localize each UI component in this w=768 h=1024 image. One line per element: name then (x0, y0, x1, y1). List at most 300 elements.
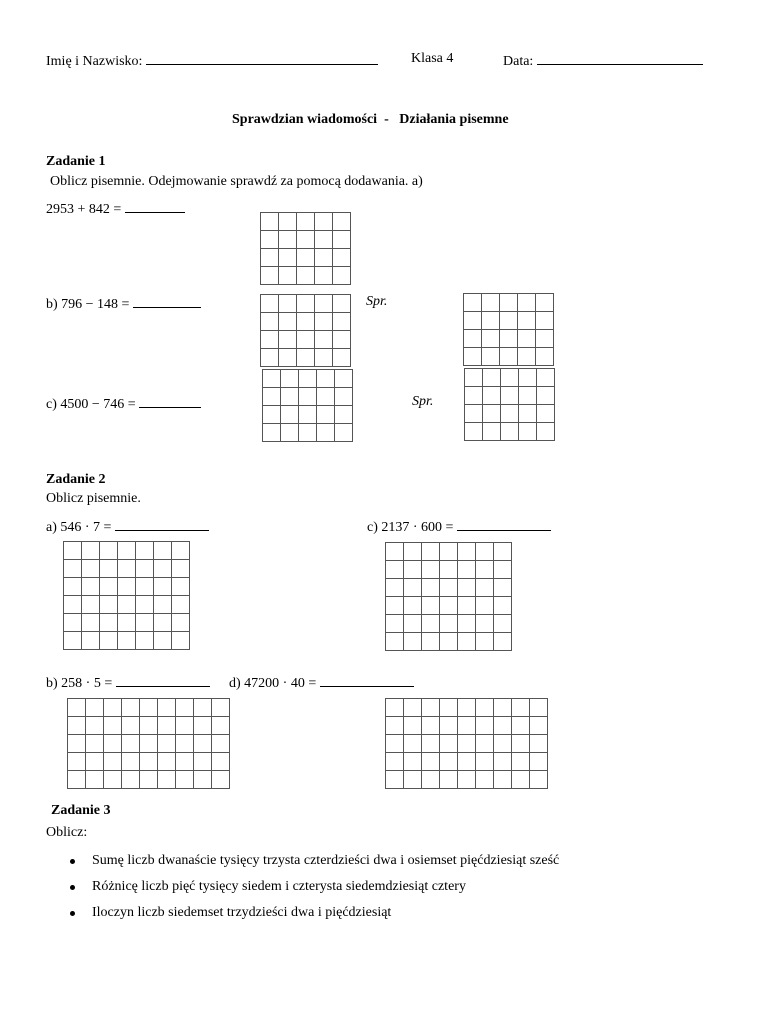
grid-cell[interactable] (335, 388, 353, 406)
grid-cell[interactable] (172, 632, 190, 650)
grid-cell[interactable] (458, 717, 476, 735)
task2-a-grid[interactable] (63, 541, 190, 650)
grid-cell[interactable] (158, 771, 176, 789)
grid-cell[interactable] (519, 423, 537, 441)
grid-cell[interactable] (212, 735, 230, 753)
grid-cell[interactable] (476, 633, 494, 651)
grid-cell[interactable] (536, 330, 554, 348)
grid-cell[interactable] (136, 560, 154, 578)
grid-cell[interactable] (404, 597, 422, 615)
grid-cell[interactable] (100, 596, 118, 614)
grid-cell[interactable] (518, 330, 536, 348)
grid-cell[interactable] (297, 313, 315, 331)
grid-cell[interactable] (458, 771, 476, 789)
grid-cell[interactable] (483, 369, 501, 387)
grid-cell[interactable] (333, 349, 351, 367)
grid-cell[interactable] (440, 543, 458, 561)
grid-cell[interactable] (68, 735, 86, 753)
grid-cell[interactable] (261, 349, 279, 367)
grid-cell[interactable] (279, 267, 297, 285)
grid-cell[interactable] (154, 632, 172, 650)
grid-cell[interactable] (404, 561, 422, 579)
grid-cell[interactable] (440, 771, 458, 789)
grid-cell[interactable] (333, 313, 351, 331)
grid-cell[interactable] (100, 614, 118, 632)
grid-cell[interactable] (194, 717, 212, 735)
grid-cell[interactable] (476, 771, 494, 789)
grid-cell[interactable] (158, 753, 176, 771)
grid-cell[interactable] (317, 406, 335, 424)
grid-cell[interactable] (335, 406, 353, 424)
grid-cell[interactable] (465, 423, 483, 441)
grid-cell[interactable] (158, 699, 176, 717)
grid-cell[interactable] (500, 312, 518, 330)
grid-cell[interactable] (261, 331, 279, 349)
grid-cell[interactable] (537, 405, 555, 423)
grid-cell[interactable] (315, 231, 333, 249)
grid-cell[interactable] (440, 633, 458, 651)
task2-b-grid[interactable] (67, 698, 230, 789)
name-field-row (46, 51, 378, 70)
grid-cell[interactable] (519, 405, 537, 423)
grid-cell[interactable] (122, 717, 140, 735)
grid-cell[interactable] (172, 542, 190, 560)
grid-cell[interactable] (297, 349, 315, 367)
grid-cell[interactable] (440, 579, 458, 597)
grid-cell[interactable] (335, 370, 353, 388)
grid-cell[interactable] (476, 615, 494, 633)
grid-cell[interactable] (140, 717, 158, 735)
grid-cell[interactable] (263, 388, 281, 406)
grid-cell[interactable] (297, 231, 315, 249)
grid-cell[interactable] (82, 578, 100, 596)
grid-cell[interactable] (518, 294, 536, 312)
grid-cell[interactable] (176, 699, 194, 717)
grid-cell[interactable] (297, 249, 315, 267)
grid-cell[interactable] (483, 387, 501, 405)
grid-cell[interactable] (440, 735, 458, 753)
grid-cell[interactable] (482, 348, 500, 366)
grid-cell[interactable] (172, 614, 190, 632)
grid-cell[interactable] (64, 614, 82, 632)
grid-cell[interactable] (476, 753, 494, 771)
grid-cell[interactable] (333, 213, 351, 231)
grid-cell[interactable] (100, 632, 118, 650)
grid-cell[interactable] (512, 753, 530, 771)
grid-cell[interactable] (386, 615, 404, 633)
grid-cell[interactable] (335, 424, 353, 442)
grid-cell[interactable] (297, 331, 315, 349)
grid-cell[interactable] (317, 424, 335, 442)
grid-cell[interactable] (297, 295, 315, 313)
grid-cell[interactable] (422, 699, 440, 717)
grid-cell[interactable] (465, 369, 483, 387)
grid-cell[interactable] (501, 387, 519, 405)
grid-cell[interactable] (404, 771, 422, 789)
grid-cell[interactable] (194, 771, 212, 789)
grid-cell[interactable] (333, 231, 351, 249)
grid-cell[interactable] (440, 717, 458, 735)
grid-cell[interactable] (64, 632, 82, 650)
task2-c-answer-line[interactable] (457, 517, 551, 531)
grid-cell[interactable] (82, 596, 100, 614)
grid-cell[interactable] (281, 406, 299, 424)
grid-cell[interactable] (82, 632, 100, 650)
grid-cell[interactable] (297, 213, 315, 231)
grid-cell[interactable] (261, 249, 279, 267)
grid-cell[interactable] (404, 633, 422, 651)
grid-cell[interactable] (104, 717, 122, 735)
task1-c-grid[interactable] (262, 369, 353, 442)
grid-cell[interactable] (315, 249, 333, 267)
grid-cell[interactable] (536, 294, 554, 312)
task2-a-expression: a) 546 · 7 = (46, 520, 112, 535)
grid-cell[interactable] (537, 369, 555, 387)
grid-cell[interactable] (136, 614, 154, 632)
grid-cell[interactable] (482, 330, 500, 348)
grid-cell[interactable] (476, 699, 494, 717)
grid-cell[interactable] (154, 614, 172, 632)
grid-cell[interactable] (297, 267, 315, 285)
grid-cell[interactable] (458, 597, 476, 615)
grid-cell[interactable] (519, 387, 537, 405)
task1-b-check-label: Spr. (366, 294, 388, 309)
grid-cell[interactable] (118, 632, 136, 650)
grid-cell[interactable] (333, 295, 351, 313)
grid-cell[interactable] (422, 561, 440, 579)
grid-cell[interactable] (404, 753, 422, 771)
grid-cell[interactable] (404, 735, 422, 753)
grid-cell[interactable] (279, 231, 297, 249)
grid-cell[interactable] (458, 735, 476, 753)
grid-cell[interactable] (158, 735, 176, 753)
grid-cell[interactable] (212, 753, 230, 771)
grid-cell[interactable] (100, 578, 118, 596)
grid-cell[interactable] (494, 561, 512, 579)
grid-cell[interactable] (64, 560, 82, 578)
grid-cell[interactable] (86, 735, 104, 753)
grid-cell[interactable] (500, 294, 518, 312)
grid-cell[interactable] (440, 597, 458, 615)
grid-cell[interactable] (104, 753, 122, 771)
grid-cell[interactable] (279, 349, 297, 367)
grid-cell[interactable] (458, 633, 476, 651)
grid-cell[interactable] (512, 699, 530, 717)
grid-cell[interactable] (315, 295, 333, 313)
grid-cell[interactable] (458, 543, 476, 561)
grid-cell[interactable] (440, 561, 458, 579)
grid-cell[interactable] (494, 633, 512, 651)
grid-cell[interactable] (333, 267, 351, 285)
grid-cell[interactable] (118, 614, 136, 632)
grid-cell[interactable] (422, 753, 440, 771)
grid-cell[interactable] (494, 771, 512, 789)
grid-cell[interactable] (483, 405, 501, 423)
grid-cell[interactable] (176, 753, 194, 771)
grid-cell[interactable] (315, 267, 333, 285)
grid-cell[interactable] (281, 424, 299, 442)
grid-cell[interactable] (512, 717, 530, 735)
grid-cell[interactable] (64, 542, 82, 560)
grid-cell[interactable] (476, 735, 494, 753)
grid-cell[interactable] (422, 771, 440, 789)
grid-cell[interactable] (518, 312, 536, 330)
grid-cell[interactable] (100, 542, 118, 560)
task1-c-answer-line[interactable] (139, 394, 201, 408)
grid-cell[interactable] (465, 387, 483, 405)
task2-a-row (46, 517, 209, 536)
grid-cell[interactable] (212, 771, 230, 789)
grid-cell[interactable] (118, 596, 136, 614)
task2-d-answer-line[interactable] (320, 673, 414, 687)
grid-cell[interactable] (458, 579, 476, 597)
grid-cell[interactable] (299, 370, 317, 388)
grid-cell[interactable] (386, 717, 404, 735)
grid-cell[interactable] (212, 717, 230, 735)
grid-cell[interactable] (386, 561, 404, 579)
grid-cell[interactable] (512, 735, 530, 753)
grid-cell[interactable] (176, 735, 194, 753)
grid-cell[interactable] (512, 771, 530, 789)
grid-cell[interactable] (464, 294, 482, 312)
grid-cell[interactable] (299, 424, 317, 442)
grid-cell[interactable] (261, 231, 279, 249)
task1-b-grid[interactable] (260, 294, 351, 367)
grid-cell[interactable] (386, 771, 404, 789)
task3-heading: Zadanie 3 (51, 803, 111, 818)
grid-cell[interactable] (476, 579, 494, 597)
grid-cell[interactable] (422, 633, 440, 651)
grid-cell[interactable] (536, 312, 554, 330)
grid-cell[interactable] (464, 348, 482, 366)
grid-cell[interactable] (494, 597, 512, 615)
grid-cell[interactable] (386, 699, 404, 717)
grid-cell[interactable] (476, 543, 494, 561)
grid-cell[interactable] (261, 295, 279, 313)
grid-cell[interactable] (136, 632, 154, 650)
grid-cell[interactable] (154, 578, 172, 596)
grid-cell[interactable] (440, 699, 458, 717)
grid-cell[interactable] (494, 699, 512, 717)
name-input-line[interactable] (146, 51, 378, 65)
grid-cell[interactable] (140, 699, 158, 717)
task1-c-row (46, 394, 201, 413)
grid-cell[interactable] (422, 597, 440, 615)
grid-cell[interactable] (64, 596, 82, 614)
grid-cell[interactable] (194, 735, 212, 753)
grid-cell[interactable] (458, 615, 476, 633)
grid-cell[interactable] (172, 596, 190, 614)
grid-cell[interactable] (530, 771, 548, 789)
grid-cell[interactable] (458, 753, 476, 771)
grid-cell[interactable] (464, 330, 482, 348)
grid-cell[interactable] (315, 331, 333, 349)
grid-cell[interactable] (68, 699, 86, 717)
grid-cell[interactable] (422, 615, 440, 633)
grid-cell[interactable] (494, 735, 512, 753)
grid-cell[interactable] (317, 388, 335, 406)
date-label: Data: (503, 54, 534, 69)
grid-cell[interactable] (86, 771, 104, 789)
grid-cell[interactable] (500, 330, 518, 348)
grid-cell[interactable] (482, 294, 500, 312)
grid-cell[interactable] (299, 388, 317, 406)
grid-cell[interactable] (279, 295, 297, 313)
grid-cell[interactable] (140, 735, 158, 753)
grid-cell[interactable] (386, 633, 404, 651)
grid-cell[interactable] (279, 213, 297, 231)
grid-cell[interactable] (104, 699, 122, 717)
grid-cell[interactable] (263, 424, 281, 442)
grid-cell[interactable] (279, 331, 297, 349)
grid-cell[interactable] (176, 717, 194, 735)
task1-b-check-grid[interactable] (463, 293, 554, 366)
grid-cell[interactable] (422, 579, 440, 597)
grid-cell[interactable] (530, 717, 548, 735)
grid-cell[interactable] (530, 699, 548, 717)
grid-cell[interactable] (136, 542, 154, 560)
grid-cell[interactable] (422, 717, 440, 735)
grid-cell[interactable] (501, 423, 519, 441)
grid-cell[interactable] (536, 348, 554, 366)
task2-a-answer-line[interactable] (115, 517, 209, 531)
grid-cell[interactable] (118, 560, 136, 578)
grid-cell[interactable] (122, 771, 140, 789)
grid-cell[interactable] (464, 312, 482, 330)
grid-cell[interactable] (519, 369, 537, 387)
grid-cell[interactable] (194, 753, 212, 771)
grid-cell[interactable] (122, 753, 140, 771)
grid-cell[interactable] (118, 578, 136, 596)
grid-cell[interactable] (404, 579, 422, 597)
grid-cell[interactable] (386, 735, 404, 753)
grid-cell[interactable] (404, 699, 422, 717)
task2-instruction: Oblicz pisemnie. (46, 491, 141, 506)
grid-cell[interactable] (483, 423, 501, 441)
grid-cell[interactable] (404, 543, 422, 561)
grid-cell[interactable] (422, 543, 440, 561)
grid-cell[interactable] (494, 717, 512, 735)
grid-cell[interactable] (476, 561, 494, 579)
grid-cell[interactable] (333, 249, 351, 267)
grid-cell[interactable] (299, 406, 317, 424)
grid-cell[interactable] (68, 771, 86, 789)
grid-cell[interactable] (86, 753, 104, 771)
grid-cell[interactable] (68, 753, 86, 771)
grid-cell[interactable] (158, 717, 176, 735)
grid-cell[interactable] (494, 615, 512, 633)
grid-cell[interactable] (530, 753, 548, 771)
grid-cell[interactable] (122, 699, 140, 717)
grid-cell[interactable] (530, 735, 548, 753)
grid-cell[interactable] (501, 405, 519, 423)
grid-cell[interactable] (440, 615, 458, 633)
grid-cell[interactable] (82, 560, 100, 578)
grid-cell[interactable] (476, 717, 494, 735)
grid-cell[interactable] (404, 717, 422, 735)
grid-cell[interactable] (104, 735, 122, 753)
task1-a-grid[interactable] (260, 212, 351, 285)
grid-cell[interactable] (172, 560, 190, 578)
grid-cell[interactable] (333, 331, 351, 349)
grid-cell[interactable] (176, 771, 194, 789)
grid-cell[interactable] (422, 735, 440, 753)
grid-cell[interactable] (261, 267, 279, 285)
grid-cell[interactable] (476, 597, 494, 615)
date-input-line[interactable] (537, 51, 703, 65)
grid-cell[interactable] (100, 560, 118, 578)
grid-cell[interactable] (281, 370, 299, 388)
grid-cell[interactable] (154, 542, 172, 560)
grid-cell[interactable] (315, 213, 333, 231)
grid-cell[interactable] (404, 615, 422, 633)
grid-cell[interactable] (263, 406, 281, 424)
task1-a-answer-line[interactable] (125, 199, 185, 213)
grid-cell[interactable] (140, 771, 158, 789)
grid-cell[interactable] (281, 388, 299, 406)
grid-cell[interactable] (64, 578, 82, 596)
grid-cell[interactable] (86, 717, 104, 735)
grid-cell[interactable] (68, 717, 86, 735)
grid-cell[interactable] (261, 313, 279, 331)
grid-cell[interactable] (465, 405, 483, 423)
task1-b-answer-line[interactable] (133, 294, 201, 308)
grid-cell[interactable] (118, 542, 136, 560)
grid-cell[interactable] (386, 543, 404, 561)
task2-d-grid[interactable] (385, 698, 548, 789)
grid-cell[interactable] (386, 597, 404, 615)
task1-c-check-grid[interactable] (464, 368, 555, 441)
grid-cell[interactable] (501, 369, 519, 387)
grid-cell[interactable] (279, 249, 297, 267)
grid-cell[interactable] (154, 596, 172, 614)
task2-b-answer-line[interactable] (116, 673, 210, 687)
grid-cell[interactable] (315, 313, 333, 331)
grid-cell[interactable] (482, 312, 500, 330)
grid-cell[interactable] (136, 596, 154, 614)
grid-cell[interactable] (500, 348, 518, 366)
grid-cell[interactable] (315, 349, 333, 367)
grid-cell[interactable] (261, 213, 279, 231)
grid-cell[interactable] (537, 387, 555, 405)
grid-cell[interactable] (386, 579, 404, 597)
grid-cell[interactable] (494, 753, 512, 771)
grid-cell[interactable] (82, 542, 100, 560)
grid-cell[interactable] (494, 579, 512, 597)
grid-cell[interactable] (154, 560, 172, 578)
grid-cell[interactable] (172, 578, 190, 596)
grid-cell[interactable] (440, 753, 458, 771)
grid-cell[interactable] (136, 578, 154, 596)
task2-c-grid[interactable] (385, 542, 512, 651)
grid-cell[interactable] (82, 614, 100, 632)
grid-cell[interactable] (317, 370, 335, 388)
grid-cell[interactable] (122, 735, 140, 753)
grid-cell[interactable] (386, 753, 404, 771)
grid-cell[interactable] (263, 370, 281, 388)
grid-cell[interactable] (140, 753, 158, 771)
grid-cell[interactable] (458, 699, 476, 717)
grid-cell[interactable] (104, 771, 122, 789)
grid-cell[interactable] (494, 543, 512, 561)
grid-cell[interactable] (537, 423, 555, 441)
grid-cell[interactable] (86, 699, 104, 717)
grid-cell[interactable] (518, 348, 536, 366)
grid-cell[interactable] (458, 561, 476, 579)
grid-cell[interactable] (279, 313, 297, 331)
grid-cell[interactable] (194, 699, 212, 717)
grid-cell[interactable] (212, 699, 230, 717)
